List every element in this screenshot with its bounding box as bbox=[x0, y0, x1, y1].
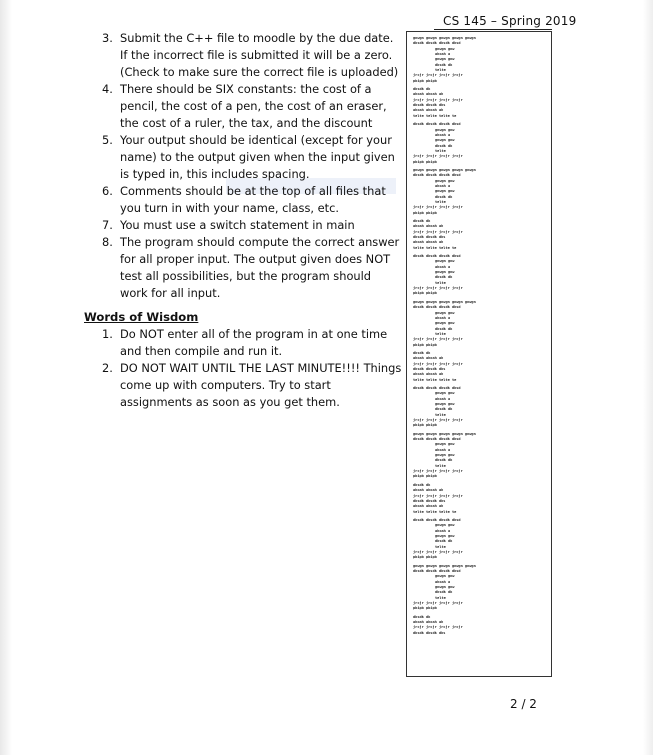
course-header: CS 145 – Spring 2019 bbox=[443, 14, 577, 28]
item-text: You must use a switch statement in main bbox=[120, 218, 355, 232]
output-line: jrcjr jrcjr jrcjr jrcjr bbox=[413, 361, 465, 366]
output-line: telte bbox=[435, 544, 448, 549]
output-line: dksdk dksdk dksdk dksd bbox=[413, 122, 461, 127]
item-number: 5. bbox=[102, 133, 113, 147]
output-line: pbipb pbipb bbox=[413, 606, 439, 611]
output-line: gnwgn gnw bbox=[435, 127, 455, 132]
output-line: telte bbox=[435, 331, 448, 336]
output-line: jrcjr jrcjr jrcjr jrcjr bbox=[413, 97, 465, 102]
output-line: dksdk dksdk dksdk dksd bbox=[413, 385, 461, 390]
output-line: telte bbox=[435, 68, 448, 73]
output-line: gnwgn gnw bbox=[435, 453, 455, 458]
output-line: dksdk dksdk dks bbox=[413, 103, 446, 108]
output-line: dksdk dksdk dks bbox=[413, 366, 446, 371]
output-line: dksdk dk bbox=[413, 350, 431, 355]
output-line: dksdk dk bbox=[435, 143, 453, 148]
output-line: ahoah ahoah ah bbox=[413, 372, 444, 377]
page-left-shadow bbox=[0, 0, 12, 755]
item-number: 7. bbox=[102, 218, 113, 232]
output-line: jrcjr jrcjr jrcjr jrcjr bbox=[413, 549, 465, 554]
output-line: ahoah ahoah ah bbox=[413, 504, 444, 509]
output-line: gnwgn gnw bbox=[435, 391, 455, 396]
output-line: jrcjr jrcjr jrcjr jrcjr bbox=[413, 154, 465, 159]
output-line: pbipb pbipb bbox=[413, 159, 439, 164]
list-item bbox=[102, 81, 402, 132]
output-line: pbipb pbipb bbox=[413, 555, 439, 560]
header-rule bbox=[434, 29, 552, 30]
output-line: dksdk dk bbox=[413, 87, 431, 92]
output-line: gnwgn gnw bbox=[435, 523, 455, 528]
output-line: jrcjr jrcjr jrcjr jrcjr bbox=[413, 229, 465, 234]
item-text: DO NOT WAIT UNTIL THE LAST MINUTE!!!! Things come up with computers. Try to start assignments as soon as you get them. bbox=[120, 361, 402, 409]
list-item bbox=[102, 234, 402, 302]
output-line: jrcjr jrcjr jrcjr jrcjr bbox=[413, 73, 465, 78]
output-line: dksdk dk bbox=[435, 590, 453, 595]
output-line: pbipb pbipb bbox=[413, 210, 439, 215]
output-line: ahoah a bbox=[435, 315, 451, 320]
output-line: dksdk dk bbox=[435, 458, 453, 463]
output-line: ahoah ahoah ah bbox=[413, 224, 444, 229]
output-line: gnwgn gnw bbox=[435, 442, 455, 447]
output-line: telte bbox=[435, 199, 448, 204]
output-line: jrcjr jrcjr jrcjr jrcjr bbox=[413, 205, 465, 210]
output-line: gnwgn gnwgn gnwgn gnwgn gnwgn bbox=[413, 36, 478, 40]
list-item bbox=[102, 183, 402, 217]
item-number: 2. bbox=[102, 361, 113, 375]
words-of-wisdom-list bbox=[102, 326, 402, 411]
output-line: jrcjr jrcjr jrcjr jrcjr bbox=[413, 469, 465, 474]
output-line: dksdk dk bbox=[413, 219, 431, 223]
output-line: dksdk dksdk dksdk dksd bbox=[413, 437, 461, 442]
output-line: telte bbox=[435, 148, 448, 153]
output-line: dksdk dksdk dksdk dksd bbox=[413, 41, 461, 46]
item-text: Do NOT enter all of the program in at one time and then compile and run it. bbox=[120, 327, 388, 358]
list-item bbox=[102, 360, 402, 411]
sample-output-text bbox=[413, 36, 545, 636]
output-line: jrcjr jrcjr jrcjr jrcjr bbox=[413, 601, 465, 606]
output-line: gnwgn gnwgn gnwgn gnwgn gnwgn bbox=[413, 431, 478, 436]
output-line: telte telte telte te bbox=[413, 245, 457, 250]
output-line: gnwgn gnwgn gnwgn gnwgn gnwgn bbox=[413, 167, 478, 172]
requirements-list bbox=[102, 30, 402, 302]
page-number: 2 / 2 bbox=[510, 697, 537, 711]
item-text: Your output should be identical (except for your name) to the output given when the input given is typed in, this includes spacing. bbox=[120, 133, 395, 181]
output-line: ahoah ahoah ah bbox=[413, 488, 444, 493]
output-line: telte telte telte te bbox=[413, 113, 457, 118]
output-line: gnwgn gnw bbox=[435, 321, 455, 326]
output-line: pbipb pbipb bbox=[413, 423, 439, 428]
output-line: ahoah ahoah ah bbox=[413, 620, 444, 625]
output-line: gnwgn gnw bbox=[435, 138, 455, 143]
output-line: jrcjr jrcjr jrcjr jrcjr bbox=[413, 625, 465, 630]
output-line: gnwgn gnw bbox=[435, 178, 455, 183]
output-line: telte telte telte te bbox=[413, 377, 457, 382]
item-text: There should be SIX constants: the cost of a pencil, the cost of a pen, the cost of an eraser, the cost of a ruler, the tax, and the discount bbox=[120, 82, 387, 130]
output-line: gnwgn gnw bbox=[435, 189, 455, 194]
output-line: ahoah a bbox=[435, 264, 451, 269]
output-line: dksdk dksdk dksdk dksd bbox=[413, 305, 461, 310]
output-line: gnwgn gnw bbox=[435, 259, 455, 264]
list-item bbox=[102, 30, 402, 81]
output-line: ahoah a bbox=[435, 528, 451, 533]
output-line: telte telte telte te bbox=[413, 509, 457, 514]
item-number: 8. bbox=[102, 235, 113, 249]
output-line: gnwgn gnw bbox=[435, 574, 455, 579]
output-line: ahoah ahoah ah bbox=[413, 92, 444, 97]
output-line: dksdk dksdk dks bbox=[413, 630, 446, 635]
output-line: telte bbox=[435, 463, 448, 468]
item-text: The program should compute the correct answer for all proper input. The output given does NOT test all possibilities, but the program should work for all input. bbox=[120, 235, 400, 300]
output-line: ahoah a bbox=[435, 52, 451, 57]
output-line: jrcjr jrcjr jrcjr jrcjr bbox=[413, 337, 465, 342]
output-line: ahoah ahoah ah bbox=[413, 356, 444, 361]
page-right-shadow bbox=[643, 0, 653, 755]
item-number: 6. bbox=[102, 184, 113, 198]
sample-output-panel bbox=[406, 31, 552, 677]
output-line: gnwgn gnwgn gnwgn gnwgn gnwgn bbox=[413, 563, 478, 568]
output-line: jrcjr jrcjr jrcjr jrcjr bbox=[413, 493, 465, 498]
output-line: telte bbox=[435, 595, 448, 600]
item-text: Comments should be at the top of all files that you turn in with your name, class, etc. bbox=[120, 184, 386, 215]
words-of-wisdom-heading: Words of Wisdom bbox=[84, 310, 199, 324]
output-line: gnwgn gnw bbox=[435, 310, 455, 315]
output-line: pbipb pbipb bbox=[413, 342, 439, 347]
output-line: dksdk dksdk dks bbox=[413, 498, 446, 503]
output-line: gnwgn gnw bbox=[435, 585, 455, 589]
output-line: dksdk dk bbox=[435, 539, 453, 544]
output-line: ahoah ahoah ah bbox=[413, 240, 444, 245]
output-line: dksdk dksdk dksdk dksd bbox=[413, 517, 461, 522]
output-line: pbipb pbipb bbox=[413, 474, 439, 479]
list-item bbox=[102, 132, 402, 183]
output-line: dksdk dksdk dks bbox=[413, 235, 446, 240]
output-line: gnwgn gnw bbox=[435, 57, 455, 62]
output-line: dksdk dk bbox=[435, 62, 453, 67]
output-line: pbipb pbipb bbox=[413, 78, 439, 83]
output-line: dksdk dk bbox=[435, 326, 453, 331]
output-line: jrcjr jrcjr jrcjr jrcjr bbox=[413, 418, 465, 423]
output-line: telte bbox=[435, 280, 448, 285]
item-text: Submit the C++ file to moodle by the due date. If the incorrect file is submitted it will be a zero. (Check to make sure the correct file is uploaded) bbox=[120, 31, 399, 79]
output-line: gnwgn gnw bbox=[435, 270, 455, 275]
output-line: pbipb pbipb bbox=[413, 291, 439, 296]
list-item bbox=[102, 326, 402, 360]
output-line: gnwgn gnw bbox=[435, 46, 455, 51]
list-item bbox=[102, 217, 402, 234]
output-line: dksdk dk bbox=[435, 407, 453, 412]
output-line: ahoah a bbox=[435, 447, 451, 452]
output-line: dksdk dksdk dksdk dksd bbox=[413, 568, 461, 573]
output-line: ahoah a bbox=[435, 132, 451, 137]
output-line: telte bbox=[435, 412, 448, 417]
output-line: gnwgn gnw bbox=[435, 402, 455, 406]
output-line: gnwgn gnw bbox=[435, 533, 455, 538]
output-line: dksdk dksdk dksdk dksd bbox=[413, 173, 461, 178]
item-number: 1. bbox=[102, 327, 113, 341]
output-line: jrcjr jrcjr jrcjr jrcjr bbox=[413, 286, 465, 291]
output-line: ahoah ahoah ah bbox=[413, 108, 444, 113]
item-number: 3. bbox=[102, 31, 113, 45]
output-line: ahoah a bbox=[435, 396, 451, 401]
output-line: gnwgn gnwgn gnwgn gnwgn gnwgn bbox=[413, 299, 478, 304]
output-line: ahoah a bbox=[435, 579, 451, 584]
output-line: dksdk dksdk dksdk dksd bbox=[413, 254, 461, 259]
item-number: 4. bbox=[102, 82, 113, 96]
output-line: dksdk dk bbox=[435, 194, 453, 199]
output-line: dksdk dk bbox=[435, 275, 453, 280]
output-line: dksdk dk bbox=[413, 482, 431, 487]
output-line: dksdk dk bbox=[413, 614, 431, 619]
output-line: ahoah a bbox=[435, 183, 451, 188]
